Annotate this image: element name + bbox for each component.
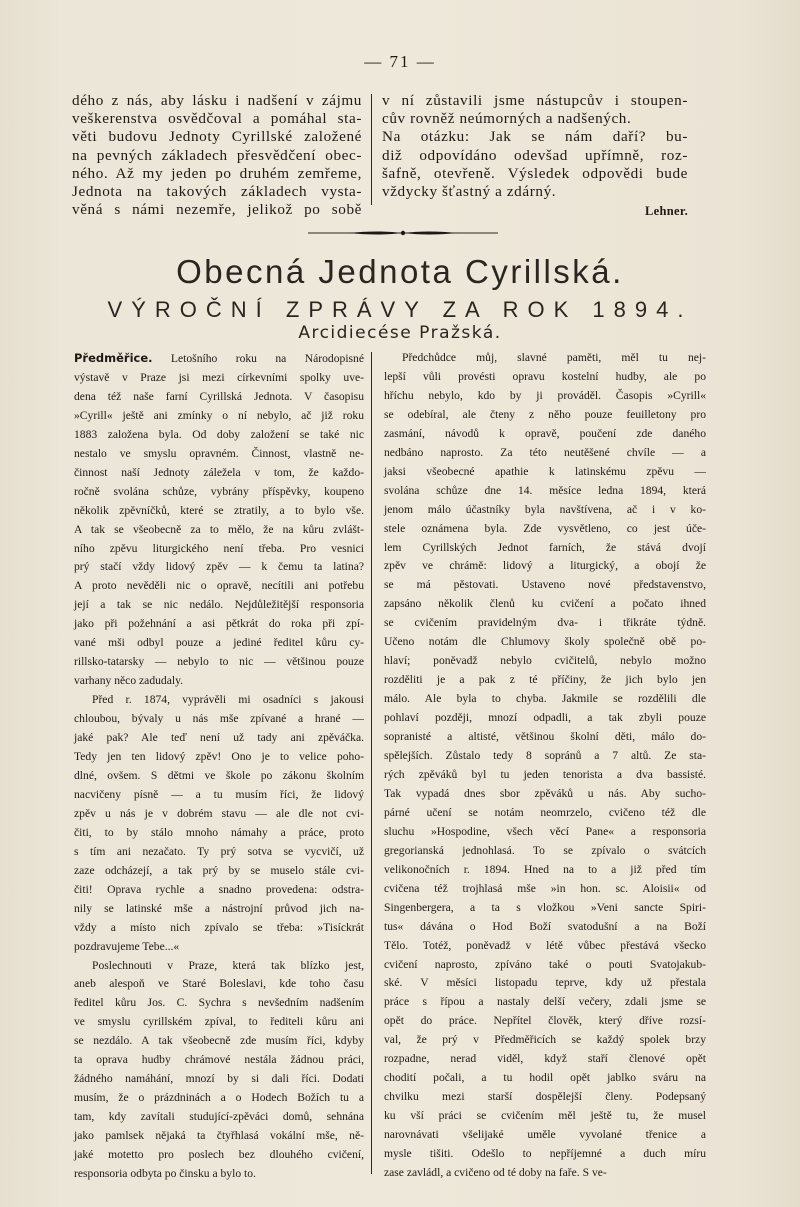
text-line: Na otázku: Jak se nám daří? bu-: [382, 128, 688, 146]
text-line: mysle tišiti. Odešlo to nepříjemné a duch míru: [384, 1147, 706, 1161]
text-line: věná s námi nezemře, jelikož po sobě: [72, 201, 362, 219]
text-line: jako při požehnání a asi pětkrát do roka při zpí-: [74, 617, 364, 631]
text-line: hříchu nebylo, kdo by ji prováděl. Časopis »Cyrill«: [384, 388, 706, 402]
text-line: chvilku mezi starší dospělejší členy. Podepsaný: [384, 1090, 706, 1104]
text-line: zapsáno několik členů ku cvičení a počato ihned: [384, 597, 706, 611]
text-line: práce s řípou a nastaly delší večery, zdali jsme se: [384, 995, 706, 1009]
page-number: — 71 —: [364, 52, 436, 71]
text-line: gregorianská jednohlasá. To se zpívalo o svátcích: [384, 843, 706, 857]
text-line: dena též naše farní Cyrillská Jednota. V časopisu: [74, 389, 364, 403]
text-line: dého z nás, aby lásku i nadšení v zájmu: [72, 92, 362, 109]
text-line: velikonočních r. 1894. Hned na to a již před tím: [384, 862, 706, 876]
text-line: na pevných základech přesvědčení obec-: [72, 146, 362, 164]
text-line: jenom málo účastníky byla navštívena, ač i v ko-: [384, 502, 706, 516]
text-line: nestalo ve smyslu opravném. Činnost, vlastně ne-: [74, 446, 364, 460]
top-right-column: [382, 92, 688, 220]
text-line: ředitel kůru Jos. C. Sychra s nevšedním nadšením: [74, 996, 364, 1010]
text-line: ské. V měsíci listopadu teprve, kdy už přestala: [384, 976, 706, 990]
text-line: ního zpěvu liturgického není třeba. Pro vesnici: [74, 541, 364, 555]
text-line: jaksi všeobecné apathie k latinskému zpěvu —: [384, 464, 706, 478]
text-line: Poslechnouti v Praze, která tak blízko jest,: [92, 958, 364, 972]
text-line: se cvičením pravidelným dva- i třikráte týdně.: [384, 616, 706, 630]
text-line: v ní zůstavili jsme nástupcův i stoupen-: [382, 92, 688, 109]
text-line: s tím ani nezačato. Ty prý sotva se vycvičí, už: [74, 844, 364, 858]
divider-ornament: [308, 230, 498, 236]
text-line: Učeno notám dle Chlumovy školy společně obě po-: [384, 635, 706, 649]
text-line: zasmání, návodů k opravě, poučení zde daného: [384, 426, 706, 440]
text-line: tus« dávána o Hod Boží svatodušní a na Boží: [384, 919, 706, 933]
text-line: Singenbergera, a ta s vložkou »Veni sancte Spiri-: [384, 900, 706, 914]
text-line: vždy a místo nich zpívalo se třeba: »Tisíckrát: [74, 920, 364, 934]
text-line: cvičena též trojhlasá mše »in hon. sc. Aloisii« od: [384, 881, 706, 895]
text-line: cův rovněž neúmorných a nadšených.: [382, 110, 632, 128]
body-column-rule: [371, 352, 372, 1174]
text-line: zaze odcházejí, a tak prý by se muselo stále cvi-: [74, 863, 364, 877]
text-line: málo. Ale byla to chyba. Jakmile se rozdělili dle: [384, 692, 706, 706]
body-left-column: [74, 349, 364, 1184]
text-line: stele oznámena byla. Zde vysvětleno, co jest úče-: [384, 521, 706, 535]
text-line: sluchu »Hospodine, všech věcí Pane« a responsoria: [384, 824, 706, 838]
text-line: Tělo. Totéž, poněvadž v létě vůbec přestává všecko: [384, 938, 706, 952]
text-line: rillsko-tatarsky — nebylo to nic — většinou pouze: [74, 655, 364, 669]
text-line: žádného namáhání, mnozí by si dali říci. Dodati: [74, 1072, 364, 1086]
text-line: párné učení se notám neomrzelo, cvičeno též dle: [384, 805, 706, 819]
text-line: vané mši odbyl pouze a jediné ředitel kůru cy-: [74, 636, 364, 650]
text-line: Tak vypadá dnes sbor zpěváků u nás. Aby sucho-: [384, 786, 706, 800]
text-fragment: Letošního roku na Národopisné: [152, 352, 364, 365]
body-right-column: [384, 349, 706, 1183]
text-line: prý stačí vždy lidový zpěv — k čemu ta latina?: [74, 560, 364, 574]
text-line: zase zavládl, a cvičeno od té doby na faře. S ve-: [384, 1165, 607, 1179]
text-line: spělejších. Zůstalo tedy 8 sopránů a 7 altů. Ze sta-: [384, 749, 706, 763]
top-column-rule: [371, 94, 372, 205]
text-line: se nezdálo. A tak všeobecně zde musím říci, kdyby: [74, 1034, 364, 1048]
lead-word: Předměřice.: [74, 351, 153, 365]
text-line: responsoria odbyta po činsku a bylo to.: [74, 1166, 256, 1180]
text-line: Jednota na takových základech vysta-: [72, 183, 362, 201]
text-line: chodití počali, a tu hodil opět jablko sváru na: [384, 1071, 706, 1085]
text-line: Předchůdce můj, slavné paměti, měl tu nej-: [402, 351, 706, 364]
text-line: dlné, ovšem. S dětmi ve škole po zákonu školním: [74, 768, 364, 782]
text-line: rozděliti je a pak z té příčiny, že jich bylo jen: [384, 673, 706, 687]
text-line: A proto nevěděli nic o opravě, necítili ani potřebu: [74, 579, 364, 593]
text-line: »Cyrill« ještě ani zmínky o ní nebylo, ač již roku: [74, 408, 364, 422]
text-line: nily se latinské mše a nástrojní průvod jich na-: [74, 901, 364, 915]
text-line: její a tak se nic nedálo. Nejdůležitější responsoria: [74, 598, 364, 612]
signature: Lehner.: [645, 204, 688, 219]
text-line: ného. Až my jeden po druhém zemřeme,: [72, 164, 362, 182]
text-line: Tedy jen ten lidový zpěv! Ono je to velice poho-: [74, 750, 364, 764]
text-line: A tak se všeobecně za to mělo, že na kůru zvlášt-: [74, 522, 364, 536]
text-line: věti budovu Jednoty Cyrillské založené: [72, 128, 362, 146]
text-line: veškerenstva osvědčoval a pomáhal sta-: [72, 110, 362, 128]
text-line: několik zpěvníčků, které se ztratily, a to bylo vše.: [74, 503, 364, 517]
page-title: Obecná Jednota Cyrillská.: [176, 253, 624, 290]
text-line: Před r. 1874, vyprávěli mi osadníci s jakousi: [92, 693, 364, 707]
text-line: chloubou, bývaly u nás mše zpívané a hrané —: [74, 712, 364, 726]
text-line: se odebíral, ale čteny z něho pouze feuilletony pro: [384, 407, 706, 421]
top-left-column: [72, 92, 362, 219]
text-line: val, že prý v Předměřicích se každý spolek brzy: [384, 1033, 706, 1047]
text-line: ročně svolána schůze, vybrány příspěvky, koupeno: [74, 484, 364, 498]
diocese-heading: Arcidiecése Pražská.: [298, 323, 502, 343]
text-line: musím, že o prázdninách a o Hodech Božích tu a: [74, 1091, 364, 1105]
text-line: tam, kdy zavítali studující-zpěváci domů, sehnána: [74, 1110, 364, 1124]
text-line: výstavě v Praze jsi mezi církevními spolky uve-: [74, 370, 364, 384]
text-line: narovnávati všelijaké uměle vyvolané třenice a: [384, 1128, 706, 1142]
text-line: vždycky šťastný a zdárný.: [382, 183, 557, 201]
text-line: ku vší práci se cvičením měl ještě tu, že musel: [384, 1109, 706, 1123]
text-line: opět do práce. Nepřítel člověk, který dříve rozsí-: [384, 1014, 706, 1028]
text-line: zpěv u nás je v dobrém stavu — ale dle not cvi-: [74, 806, 364, 820]
text-line: cvičení naprosto, zpíváno také o pouti Svatojakub-: [384, 957, 706, 971]
text-line: čiti, to by stálo mnoho námahy a práce, proto: [74, 825, 364, 839]
top-right-lines: [382, 92, 688, 201]
text-line: činnost naší Jednoty záležela v tom, že každo-: [74, 465, 364, 479]
text-line: pozdravujeme Tebe...«: [74, 939, 180, 953]
text-line: diž odpovídáno odevšad upřímně, roz-: [382, 146, 688, 164]
text-line: rozpadne, nerad viděl, když staří členové opět: [384, 1052, 706, 1066]
text-line: aneb alespoň ve Staré Boleslavi, kde toho času: [74, 977, 364, 991]
text-line: se má pěstovati. Ustaveno nové představenstvo,: [384, 578, 706, 592]
text-line: lem Cyrillských Jednot farních, že stává dvojí: [384, 540, 706, 554]
text-line: hlaví; poněvadž nebylo cvičitelů, nebylo možno: [384, 654, 706, 668]
text-line: čiti! Oprava rychle a snadno provedena: odstra-: [74, 882, 364, 896]
text-line: sopranisté a altisté, většinou školní děti, málo do-: [384, 730, 706, 744]
text-line: jaké motetto pro poslech bez dlouhého cvičení,: [74, 1148, 364, 1162]
text-line: 1883 založena byla. Od doby založení se také nic: [74, 427, 364, 441]
text-line: ve smyslu cyrillském zpíval, to řediteli kůru ani: [74, 1015, 364, 1029]
subtitle: VÝROČNÍ ZPRÁVY ZA ROK 1894.: [107, 297, 693, 322]
text-line: svolána schůze dne 14. měsíce ledna 1894, která: [384, 483, 706, 497]
text-line: zpěv ve chrámě: lidový a liturgický, a obojí že: [384, 559, 706, 573]
text-line: ta oprava hudby chrámové nestála žádnou práci,: [74, 1053, 364, 1067]
text-line: [74, 349, 364, 369]
text-line: nedbáno naprosto. Za této neutěšené chvíle — a: [384, 445, 706, 459]
text-line: lepší vůli provésti opravu kostelní hudby, ale po: [384, 369, 706, 383]
text-line: pohlaví později, mnozí odpadli, a tak zbyli pouze: [384, 711, 706, 725]
text-line: nacvičeny písně — a tu musím říci, že lidový: [74, 787, 364, 801]
text-line: jaké pak? Ale teď není už tady ani zpěváčka.: [74, 731, 364, 745]
text-line: varhany něco zadudaly.: [74, 674, 184, 688]
text-line: rých zpěváků byl tu jeden tenorista a dva bassisté.: [384, 767, 706, 781]
text-line: šafně, otevřeně. Výsledek odpovědi bude: [382, 164, 688, 182]
text-line: jako pamlsek nějaká ta čtyřhlasá vokální mše, ně-: [74, 1129, 364, 1143]
